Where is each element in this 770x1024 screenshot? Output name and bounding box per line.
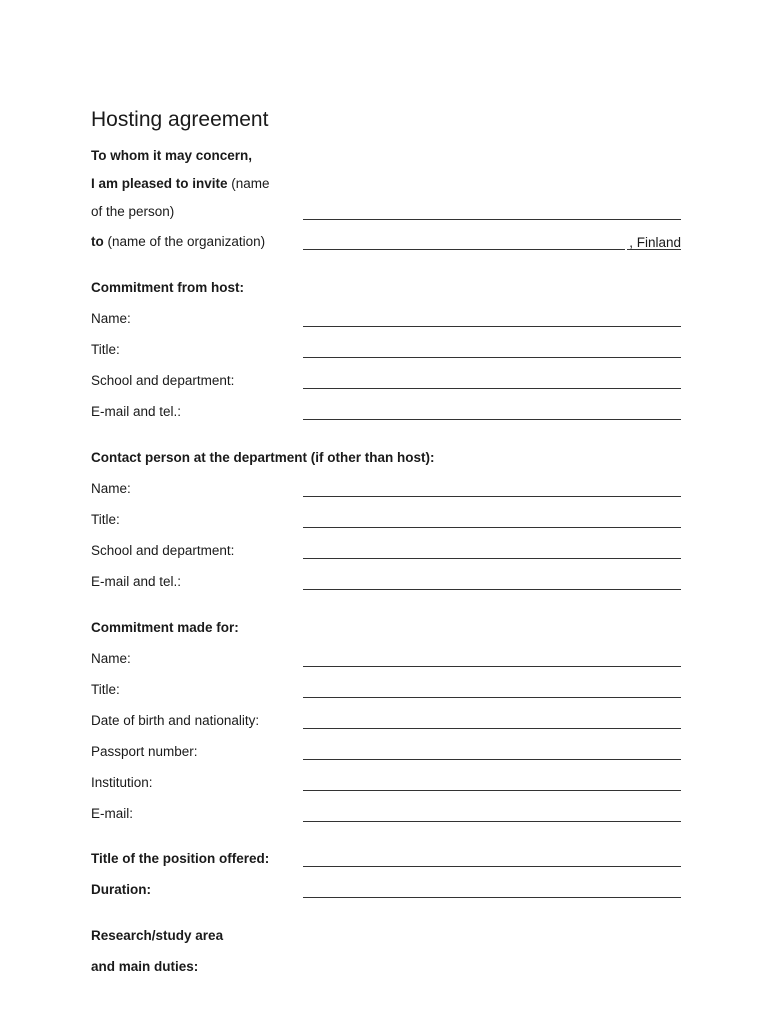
contact-school-label: School and department: <box>91 543 235 558</box>
contact-name-row <box>91 481 683 503</box>
invite-bold: I am pleased to invite <box>91 176 228 191</box>
research-row-1 <box>91 928 683 950</box>
host-email-field[interactable] <box>303 419 681 420</box>
contact-email-label: E-mail and tel.: <box>91 574 182 589</box>
contact-email-row <box>91 574 683 596</box>
madefor-passport-label: Passport number: <box>91 744 198 759</box>
greeting-row <box>91 148 683 170</box>
madefor-title-label: Title: <box>91 682 120 697</box>
host-heading-row <box>91 280 683 302</box>
madefor-institution-row <box>91 775 683 797</box>
host-title-row <box>91 342 683 364</box>
position-title-label: Title of the position offered: <box>91 851 270 866</box>
host-title-label: Title: <box>91 342 120 357</box>
madefor-name-label: Name: <box>91 651 131 666</box>
madefor-dob-label: Date of birth and nationality: <box>91 713 260 728</box>
madefor-institution-field[interactable] <box>303 790 681 791</box>
madefor-title-field[interactable] <box>303 697 681 698</box>
invite-text <box>91 176 270 191</box>
contact-title-label: Title: <box>91 512 120 527</box>
host-school-field[interactable] <box>303 388 681 389</box>
madefor-dob-row <box>91 713 683 735</box>
organization-field[interactable] <box>303 249 625 250</box>
host-school-row <box>91 373 683 395</box>
madefor-dob-field[interactable] <box>303 728 681 729</box>
madefor-name-row <box>91 651 683 673</box>
research-label-2: and main duties: <box>91 959 199 974</box>
madefor-institution-label: Institution: <box>91 775 153 790</box>
madefor-heading-row <box>91 620 683 642</box>
research-row-2 <box>91 959 683 981</box>
madefor-passport-row <box>91 744 683 766</box>
contact-school-row <box>91 543 683 565</box>
document-title: Hosting agreement <box>91 108 269 131</box>
duration-field[interactable] <box>303 897 681 898</box>
host-heading: Commitment from host: <box>91 280 244 295</box>
host-title-field[interactable] <box>303 357 681 358</box>
madefor-name-field[interactable] <box>303 666 681 667</box>
madefor-heading: Commitment made for: <box>91 620 239 635</box>
host-name-label: Name: <box>91 311 131 326</box>
contact-name-label: Name: <box>91 481 131 496</box>
madefor-email-label: E-mail: <box>91 806 134 821</box>
madefor-email-field[interactable] <box>303 821 681 822</box>
contact-title-field[interactable] <box>303 527 681 528</box>
contact-school-field[interactable] <box>303 558 681 559</box>
invite-name-field[interactable] <box>303 219 681 220</box>
contact-heading: Contact person at the department (if other than host): <box>91 450 435 465</box>
host-name-row <box>91 311 683 333</box>
host-email-row <box>91 404 683 426</box>
finland-suffix: , Finland <box>629 235 681 250</box>
position-title-row <box>91 851 683 873</box>
duration-row <box>91 882 683 904</box>
organization-row <box>91 234 683 256</box>
position-title-field[interactable] <box>303 866 681 867</box>
to-bold: to <box>91 234 104 249</box>
contact-name-field[interactable] <box>303 496 681 497</box>
invite-name-label: of the person) <box>91 204 175 219</box>
host-email-label: E-mail and tel.: <box>91 404 182 419</box>
contact-heading-row <box>91 450 683 472</box>
host-school-label: School and department: <box>91 373 235 388</box>
madefor-passport-field[interactable] <box>303 759 681 760</box>
contact-title-row <box>91 512 683 534</box>
research-label-1: Research/study area <box>91 928 224 943</box>
organization-label <box>91 234 265 249</box>
host-name-field[interactable] <box>303 326 681 327</box>
invite-rest: (name <box>227 176 270 191</box>
to-rest: (name of the organization) <box>103 234 266 249</box>
madefor-email-row <box>91 806 683 828</box>
duration-label: Duration: <box>91 882 151 897</box>
invite-name-row <box>91 204 683 226</box>
madefor-title-row <box>91 682 683 704</box>
greeting-text: To whom it may concern, <box>91 148 253 163</box>
contact-email-field[interactable] <box>303 589 681 590</box>
invite-row <box>91 176 683 198</box>
